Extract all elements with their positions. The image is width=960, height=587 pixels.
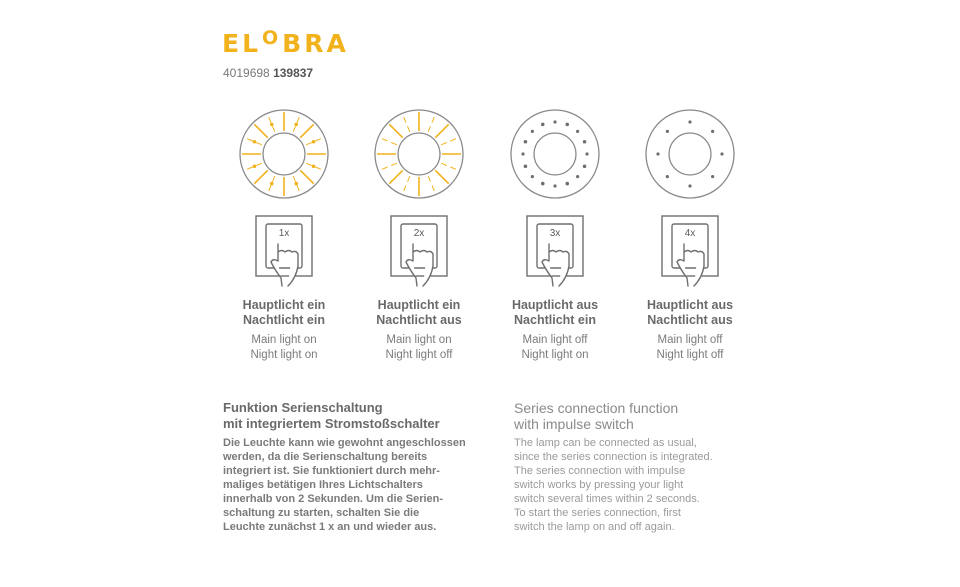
mode-column: [610, 108, 770, 363]
article-number-prefix: 4019698: [223, 66, 270, 80]
main-light-state-de: Hauptlicht aus: [511, 298, 599, 312]
press-count-label: 3x: [549, 228, 561, 239]
wall-switch-icon: [389, 214, 449, 289]
main-light-state-en: Main light on: [251, 334, 317, 346]
lamp-ring-icon: [238, 108, 330, 200]
wall-switch-icon: [660, 214, 720, 289]
german-body-line: integriert ist. Sie funktioniert durch mehr-: [223, 465, 440, 477]
night-light-state-en: Night light on: [250, 349, 318, 361]
english-body-line: The series connection with impulse: [514, 465, 686, 477]
press-count-label: 2x: [413, 228, 425, 239]
night-light-state-en: Night light off: [656, 349, 724, 361]
lamp-ring-icon: [509, 108, 601, 200]
english-body-line: switch the lamp on and off again.: [514, 521, 675, 533]
article-number: [223, 66, 313, 80]
german-body-line: Leuchte zunächst 1 x an und wieder aus.: [223, 521, 437, 533]
english-body-line: The lamp can be connected as usual,: [514, 437, 697, 449]
main-light-state-en: Main light off: [657, 334, 723, 346]
night-light-state-en: Night light on: [521, 349, 589, 361]
press-count-label: 1x: [278, 228, 290, 239]
logo-text-right: BRA: [282, 29, 349, 58]
english-title-line: with impulse switch: [514, 416, 634, 432]
main-light-state-de: Hauptlicht ein: [377, 298, 461, 312]
wall-switch-icon: [254, 214, 314, 289]
night-light-state-en: Night light off: [385, 349, 453, 361]
night-light-state-de: Nachtlicht aus: [376, 313, 462, 327]
german-title: [223, 400, 493, 432]
english-description: [514, 400, 784, 534]
german-body-line: maliges betätigen Ihres Lichtschalters: [223, 479, 423, 491]
press-count-label: 4x: [684, 228, 696, 239]
english-body-line: switch several times within 2 seconds.: [514, 493, 700, 505]
english-body-line: since the series connection is integrated.: [514, 451, 713, 463]
night-light-state-de: Nachtlicht ein: [514, 313, 596, 327]
german-body: [223, 436, 493, 534]
article-number-bold: 139837: [273, 66, 314, 80]
english-title-line: Series connection function: [514, 400, 679, 416]
german-body-line: Die Leuchte kann wie gewohnt angeschlossen: [223, 437, 466, 449]
wall-switch-icon: [525, 214, 585, 289]
german-title-line: Funktion Serienschaltung: [223, 400, 383, 415]
english-body-line: To start the series connection, first: [514, 507, 681, 519]
brand-logo: [222, 27, 349, 58]
lamp-ring-icon: [644, 108, 736, 200]
german-body-line: werden, da die Serienschaltung bereits: [223, 451, 428, 463]
night-light-state-de: Nachtlicht ein: [243, 313, 325, 327]
german-title-line: mit integriertem Stromstoßschalter: [223, 416, 440, 431]
lamp-ring-icon: [373, 108, 465, 200]
german-body-line: schaltung zu starten, schalten Sie die: [223, 507, 420, 519]
night-light-state-de: Nachtlicht aus: [647, 313, 733, 327]
german-body-line: innerhalb von 2 Sekunden. Um die Serien-: [223, 493, 444, 505]
main-light-state-en: Main light off: [522, 334, 588, 346]
logo-raised-o: O: [262, 27, 282, 49]
main-light-state-en: Main light on: [386, 334, 452, 346]
german-description: [223, 400, 493, 534]
main-light-state-de: Hauptlicht aus: [646, 298, 734, 312]
english-body-line: switch works by pressing your light: [514, 479, 684, 491]
main-light-state-de: Hauptlicht ein: [242, 298, 326, 312]
english-body: [514, 436, 784, 534]
logo-text-left: EL: [222, 29, 262, 58]
english-title: [514, 400, 784, 432]
